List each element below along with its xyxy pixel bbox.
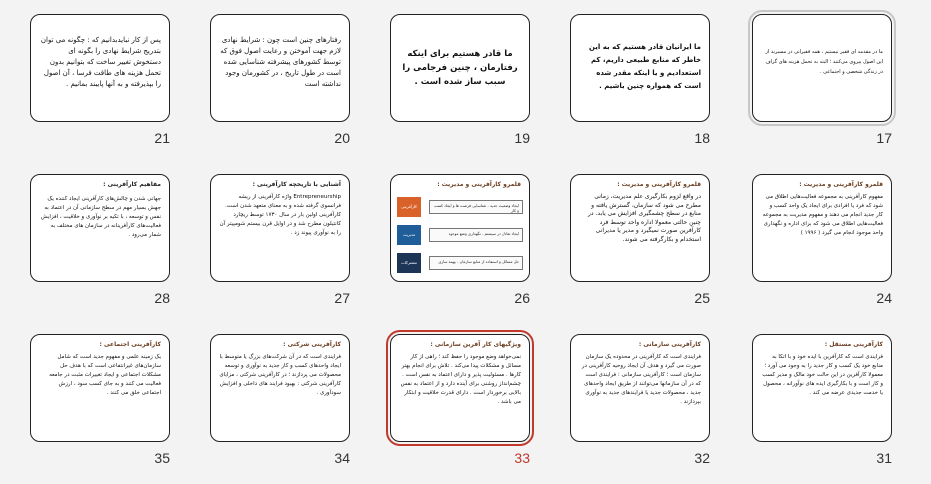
diagram-arrow-management: مدیریت <box>397 225 421 245</box>
slide-body-text: فرایندی است که کارآفرینی در محدوده یک سازمان صورت می گیرد و هدف آن ایجاد روحیه کارآفرینی در سازمان است ؛ کارآفرینی سازمانی : فرایندی است که در آن سازمانها می‌توانند از طریق ایجاد واحدهای جدید ، محصولات جدید یا فرایندهای جدید به نوآوری بپردازند . <box>581 354 701 405</box>
slide-thumbnail[interactable] <box>570 174 740 324</box>
slide-body-text: جهانی شدن و چالش‌های کارآفرینی ایجاد کننده یک جهش بسیار مهم در سطح سازمانی آن در اعتماد به نفس و توسعه ، با تکیه بر نوآوری و خلاقیت ، افزایش فعالیت‌های کارآفرینانه در سازمان های مختلف به شمار می‌رود . <box>40 196 161 238</box>
slide-body-text: مفهوم کارآفرینی به مجموعه فعالیت‌هایی اطلاق می شود که فرد یا افرادی برای ایجاد یک واحد کسب و کار جدید انجام می دهند و مفهوم مدیریت به مجموعه فعالیت‌هایی اطلاق می شود که برای اداره و نگهداری واحد موجود انجام می گیرد ( ۱۹۹۶ ) <box>762 194 883 236</box>
slide-number: 31 <box>876 450 892 466</box>
slide-frame[interactable] <box>752 334 892 442</box>
slide-frame[interactable] <box>30 334 170 442</box>
slide-frame[interactable] <box>210 14 350 122</box>
slide-thumbnail[interactable] <box>390 14 560 164</box>
slide-number: 33 <box>514 450 530 466</box>
diagram-box: حل مسائل و استفاده از منابع سازمان - بهینه سازی <box>429 256 523 270</box>
slide-frame[interactable] <box>210 174 350 282</box>
slide-frame[interactable] <box>570 14 710 122</box>
slide-body-text: Entrepreneurship واژه کارآفرینی از ریشه فرانسوی گرفته شده و به معنای متعهد شدن است. کارآفرینی اولین بار در سال ۱۷۳۰ توسط ریچارد کانتیلون مطرح شد و در اوایل قرن بیستم شومپیتر آن را به نوآوری پیوند زد . <box>219 194 341 236</box>
slide-number: 35 <box>154 450 170 466</box>
slide-number: 21 <box>154 130 170 146</box>
slide-title: مفاهیم کارآفرینی : <box>103 181 161 188</box>
slide-number: 32 <box>694 450 710 466</box>
slide-thumbnail[interactable] <box>570 14 740 164</box>
slide-title: آشنایی با تاریخچه کارآفرینی : <box>252 181 341 188</box>
slide-number: 27 <box>334 290 350 306</box>
slide-title: قلمرو کارآفرینی و مدیریت : <box>437 181 521 188</box>
comparison-diagram <box>397 195 525 279</box>
slide-number: 26 <box>514 290 530 306</box>
slide-title: کارآفرینی سازمانی : <box>638 341 701 348</box>
slide-title: کارآفرینی شرکتی : <box>283 341 341 348</box>
slide-number: 34 <box>334 450 350 466</box>
slide-title: کارآفرینی مستقل : <box>824 341 883 348</box>
slide-thumbnail[interactable] <box>30 174 200 324</box>
slide-body-text: پس از کار نبایدبدانیم که : چگونه می توان بتدریج شرایط نهادی را بگونه ای دستخوش تغییر ساخت که بتوانیم بدون تحمل هزینه های طاقت فرسا ، آن اصول را بپذیرفته و به آنها پایبند بمانیم . <box>40 36 161 88</box>
slide-frame[interactable] <box>390 334 530 442</box>
slide-body-text: فرایندی است که در آن شرکت‌های بزرگ یا متوسط با ایجاد واحدهای کسب و کار جدید به نوآوری و توسعه محصولات می پردازند ؛ در کارآفرینی شرکتی ، مزایای کارآفرینی شرکتی : بهبود فرایند های داخلی و افزایش سودآوری . <box>219 354 341 396</box>
slide-body-text: ما در مقدمه ای فقیر نیستیم ، همه فقیرانی در مسیرند از این اصول پیروی می‌کنند ؛ البته به تحمل هزینه های گزاف در زندگی شخصی و اجتماعی . <box>765 49 883 75</box>
slide-thumbnail-selected[interactable] <box>390 334 560 484</box>
slide-thumbnail[interactable] <box>210 334 380 484</box>
slide-frame[interactable] <box>570 174 710 282</box>
slide-frame[interactable] <box>752 14 892 122</box>
slide-body-text: یک زمینه علمی و مفهوم جدید است که شامل سازمان‌های غیرانتفاعی است که با هدف حل مشکلات اجتماعی و ایجاد تغییرات مثبت در جامعه فعالیت می کنند و به جای کسب سود ، ارزش اجتماعی خلق می کنند . <box>49 354 161 396</box>
slide-number: 28 <box>154 290 170 306</box>
slide-thumbnail[interactable] <box>210 14 380 164</box>
slide-thumbnail[interactable] <box>210 174 380 324</box>
slide-thumbnail[interactable] <box>570 334 740 484</box>
slide-frame[interactable] <box>390 14 530 122</box>
slide-thumbnail[interactable] <box>752 174 922 324</box>
slide-body-text: نمی‌خواهد وضع موجود را حفظ کند ؛ راهی از کار مسائل و مشکلات پیدا می‌کند . تلاش برای انجام بهتر کارها . مسئولیت پذیر و دارای اعتماد به نفس است . چشم‌انداز روشنی برای آینده دارد و از اعتماد به نفس بالایی برخوردار است . دارای قدرت خلاقیت و ابتکار می باشد . <box>400 354 521 405</box>
slide-number: 19 <box>514 130 530 146</box>
slide-body-text: ما قادر هستیم برای اینکه رفتارمان ، چنین فرجامی را سبب ساز شده است . <box>402 49 518 87</box>
slide-number: 18 <box>694 130 710 146</box>
slide-title: کارآفرینی اجتماعی : <box>99 341 161 348</box>
diagram-arrow-entrepreneurship: کارآفرینی <box>397 197 421 217</box>
slide-thumbnail[interactable] <box>30 14 200 164</box>
slide-thumbnail[interactable] <box>752 14 922 164</box>
slide-body-text: رفتارهای چنین است چون : شرایط نهادی لازم جهت آموختن و رعایت اصول فوق که توسط کشورهای پیشرفته شناسایی شده است در طول تاریخ ، در کشورمان وجود نداشته است <box>220 36 341 88</box>
diagram-box: ایجاد وضعیت جدید - شناسایی فرصت ها و ایجاد کسب و کار <box>429 200 523 214</box>
diagram-arrow-commonalities: مشترکات <box>397 253 421 273</box>
slide-frame[interactable] <box>210 334 350 442</box>
slide-frame[interactable] <box>570 334 710 442</box>
slide-number: 24 <box>876 290 892 306</box>
slide-thumbnail[interactable] <box>30 334 200 484</box>
slide-title: قلمرو کارآفرینی و مدیریت : <box>799 181 883 188</box>
slide-number: 25 <box>694 290 710 306</box>
diagram-box: ایجاد تعادل در سیستم - نگهداری وضع موجود <box>429 228 523 242</box>
slide-number: 20 <box>334 130 350 146</box>
slide-body-text: فرایندی است که کارآفرین با ایده خود و با اتکا به منابع خود یک کسب و کار جدید را به وجود می آورد ؛ معمولا کارآفرین در این حالت خود مالک و مدیر کسب و کار است و با بکارگیری ایده های نوآورانه ، محصول یا خدمت جدیدی عرضه می کند . <box>762 354 883 396</box>
slide-frame[interactable] <box>752 174 892 282</box>
slide-title: ویژگیهای کار آفرین سازمانی : <box>430 341 521 348</box>
slide-thumbnail[interactable] <box>752 334 922 484</box>
slide-frame[interactable] <box>390 174 530 282</box>
slide-frame[interactable] <box>30 14 170 122</box>
slide-title: قلمرو کارآفرینی و مدیریت : <box>617 181 701 188</box>
slide-body-text: در واقع لزوم بکارگیری علم مدیریت، زمانی مطرح می شود که سازمان، گسترش یافته و منابع در سطح چشمگیری افزایش می یابد. در چنین حالتی معمولا اداره واحد توسط فرد کارآفرین صورت نمیگیرد و مدیر یا مدیرانی استخدام و بکارگرفته می شوند. <box>588 193 701 243</box>
slide-frame[interactable] <box>30 174 170 282</box>
slide-number: 17 <box>876 130 892 146</box>
slide-body-text: ما ایرانیان قادر هستیم که به این خاطر که منابع طبیعی داریم، کم استعدادیم و یا اینکه مقدر شده است که همواره چنین باشیم . <box>589 43 701 90</box>
slide-thumbnail[interactable] <box>390 174 560 324</box>
